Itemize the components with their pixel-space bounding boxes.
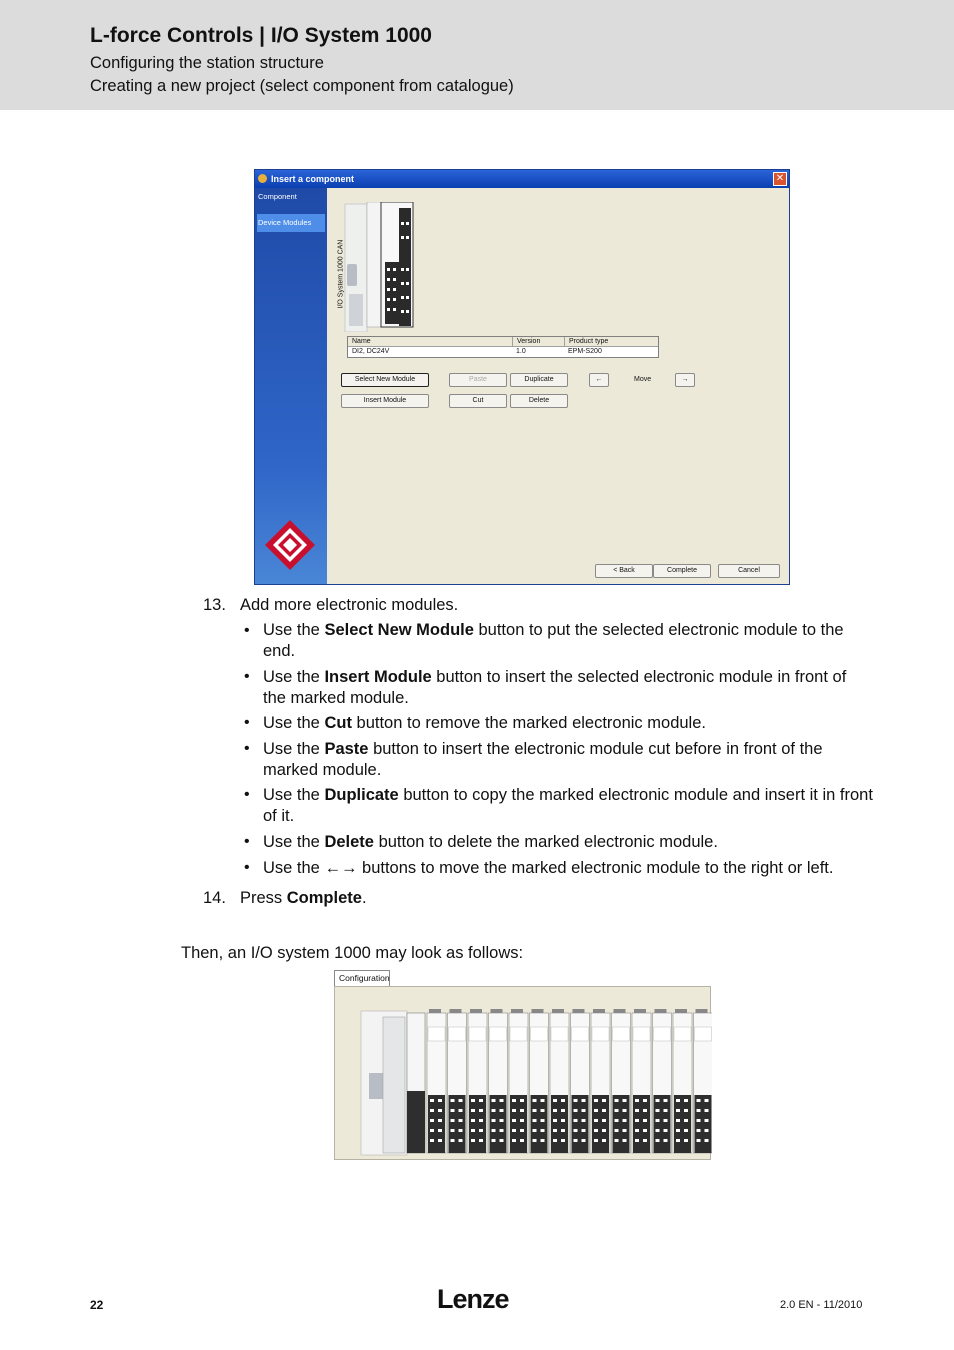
bullet-delete: Use the Delete button to delete the marked electronic module.: [263, 833, 718, 851]
column-header-version[interactable]: Version: [512, 337, 564, 347]
tab-configuration[interactable]: Configuration: [334, 970, 390, 986]
bullet-marker: •: [244, 859, 250, 876]
app-icon: [258, 174, 267, 183]
cell-version: 1.0: [516, 348, 526, 355]
paste-button[interactable]: Paste: [449, 373, 507, 387]
insert-component-dialog: [254, 169, 790, 585]
step-14-text: Press Complete.: [240, 889, 367, 907]
step-13-number: 13.: [203, 596, 226, 614]
insert-module-button[interactable]: Insert Module: [341, 394, 429, 408]
bullet-marker: •: [244, 833, 250, 850]
sidebar-item-component[interactable]: Component: [258, 192, 297, 201]
section-title: Creating a new project (select component from catalogue): [90, 77, 514, 95]
move-left-button[interactable]: ←: [589, 373, 609, 387]
step-14-number: 14.: [203, 889, 226, 907]
column-header-product-type[interactable]: Product type: [564, 337, 658, 347]
sidebar-item-device-modules[interactable]: Device Modules: [257, 214, 325, 232]
dialog-sidebar: [255, 188, 327, 584]
bullet-duplicate: Use the Duplicate button to copy the marked electronic module and insert it in front of it.: [263, 786, 873, 825]
duplicate-button[interactable]: Duplicate: [510, 373, 568, 387]
bullet-marker: •: [244, 740, 250, 757]
bullet-marker: •: [244, 786, 250, 803]
cancel-button[interactable]: Cancel: [718, 564, 780, 578]
bullet-cut: Use the Cut button to remove the marked electronic module.: [263, 714, 706, 732]
page-header: [0, 0, 954, 110]
table-header: [348, 337, 658, 347]
cell-name: DI2, DC24V: [352, 348, 390, 355]
step-13-text: Add more electronic modules.: [240, 596, 459, 614]
move-right-button[interactable]: →: [675, 373, 695, 387]
component-table: [347, 336, 659, 358]
dialog-titlebar: [255, 170, 789, 188]
dialog-main: [327, 188, 789, 584]
bullet-paste: Use the Paste button to insert the electronic module cut before in front of the marked module.: [263, 740, 823, 779]
table-row[interactable]: [348, 347, 658, 357]
bullet-marker: •: [244, 668, 250, 685]
document-title: L-force Controls | I/O System 1000: [90, 24, 432, 47]
cell-product-type: EPM-S200: [568, 348, 602, 355]
close-icon[interactable]: ✕: [773, 172, 787, 186]
bullet-select-new-module: Use the Select New Module button to put the selected electronic module to the end.: [263, 621, 844, 660]
io-system-image: [335, 987, 712, 1161]
dialog-title: Insert a component: [271, 174, 355, 184]
chapter-title: Configuring the station structure: [90, 54, 324, 72]
page-number: 22: [90, 1298, 104, 1312]
lenze-logo-icon: [263, 518, 317, 572]
back-button[interactable]: < Back: [595, 564, 653, 578]
bullet-insert-module: Use the Insert Module button to insert the selected electronic module in front of the marked module.: [263, 668, 847, 707]
column-header-name[interactable]: Name: [352, 338, 371, 345]
cut-button[interactable]: Cut: [449, 394, 507, 408]
module-label: I/O System 1000 CAN: [337, 239, 345, 309]
configuration-view: [334, 986, 711, 1160]
move-label: Move: [634, 376, 652, 383]
select-new-module-button[interactable]: Select New Module: [341, 373, 429, 387]
bullet-marker: •: [244, 714, 250, 731]
delete-button[interactable]: Delete: [510, 394, 568, 408]
bullet-marker: •: [244, 622, 250, 639]
complete-button[interactable]: Complete: [653, 564, 711, 578]
brand-logo: Lenze: [437, 1284, 509, 1314]
bullet-move: Use the ←→ buttons to move the marked electronic module to the right or left.: [263, 859, 834, 877]
then-paragraph: Then, an I/O system 1000 may look as follows:: [181, 944, 524, 962]
edition-label: 2.0 EN - 11/2010: [780, 1299, 863, 1311]
